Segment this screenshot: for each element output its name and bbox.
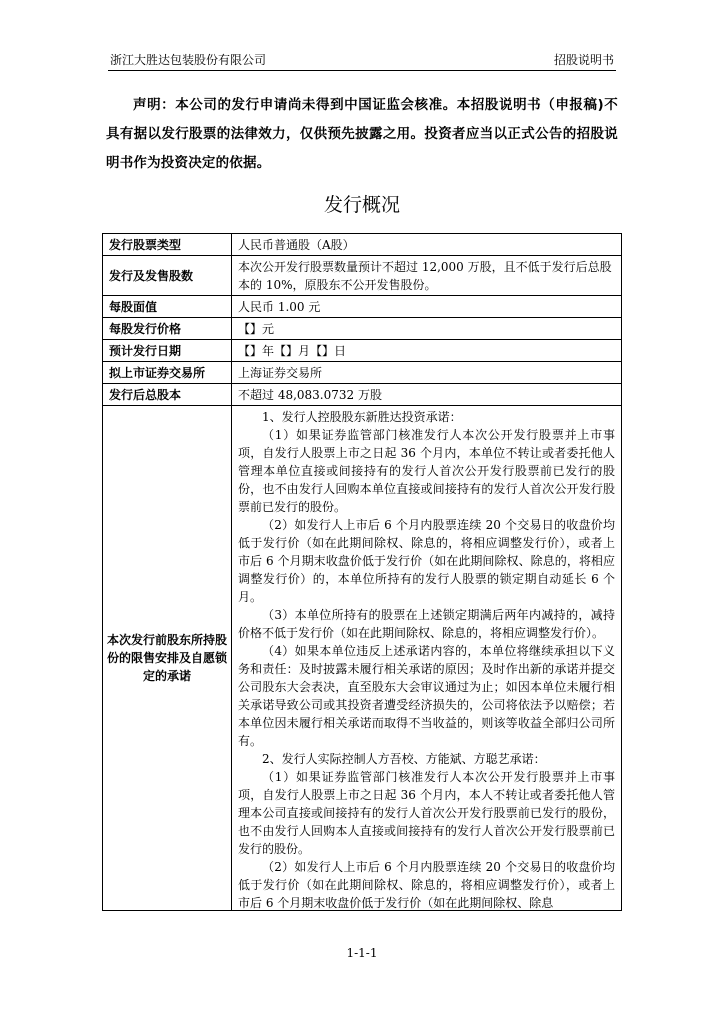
page-header xyxy=(108,52,616,71)
commitment-paragraph: 2、发行人实际控制人方吾校、方能斌、方聪艺承诺： xyxy=(262,752,546,766)
lockup-label: 本次发行前股东所持股份的限售安排及自愿锁定的承诺 xyxy=(103,406,232,911)
table-row xyxy=(103,318,622,340)
table-row xyxy=(103,256,622,296)
declaration-paragraph: 声明：本公司的发行申请尚未得到中国证监会核准。本招股说明书（申报稿)不具有据以发行股票的法律效力，仅供预先披露之用。投资者应当以正式公告的招股说明书作为投资决定的依据。 xyxy=(106,97,618,171)
row-label: 发行股票类型 xyxy=(103,234,232,256)
table-row-lockup xyxy=(103,406,622,911)
row-value: 人民币普通股（A股） xyxy=(232,234,622,256)
table-row xyxy=(103,296,622,318)
commitment-paragraph: （1）如果证券监管部门核准发行人本次公开发行股票并上市事项，自发行人股票上市之日起 36 个月内，本单位不转让或者委托他人管理本单位直接或间接持有的发行人首次公开发行股票前已发行的股份，也不由发行人回购本单位直接或间接持有的发行人首次公开发行股票前已发行的股份。 xyxy=(238,428,615,514)
row-label: 预计发行日期 xyxy=(103,340,232,362)
issuance-overview-table xyxy=(102,233,622,911)
row-value: 本次公开发行股票数量预计不超过 12,000 万股，且不低于发行后总股本的 10%，原股东不公开发售股份。 xyxy=(232,256,622,296)
table-row xyxy=(103,362,622,384)
row-value: 【】元 xyxy=(232,318,622,340)
header-company-name: 浙江大胜达包装股份有限公司 xyxy=(110,53,267,67)
row-label: 发行后总股本 xyxy=(103,384,232,406)
commitment-paragraph: （3）本单位所持有的股票在上述锁定期满后两年内减持的，减持价格不低于发行价（如在此期间除权、除息的，将相应调整发行价）。 xyxy=(238,608,615,640)
commitment-paragraph: （1）如果证券监管部门核准发行人本次公开发行股票并上市事项，自发行人股票上市之日起 36 个月内，本人不转让或者委托他人管理本公司直接或间接持有的发行人首次公开发行股票前已发行的股份，也不由发行人回购本人直接或间接持有的发行人首次公开发行股票前已发行的股份。 xyxy=(238,770,615,856)
lockup-commitments xyxy=(232,406,622,911)
commitment-paragraph: （2）如发行人上市后 6 个月内股票连续 20 个交易日的收盘价均低于发行价（如在此期间除权、除息的，将相应调整发行价），或者上市后 6 个月期末收盘价低于发行价（如在此期间除权、除息 xyxy=(238,860,615,910)
row-value: 人民币 1.00 元 xyxy=(232,296,622,318)
commitment-paragraph: （4）如果本单位违反上述承诺内容的，本单位将继续承担以下义务和责任：及时披露未履行相关承诺的原因；及时作出新的承诺并提交公司股东大会表决，直至股东大会审议通过为止；如因本单位未履行相关承诺导致公司或其投资者遭受经济损失的，公司将依法予以赔偿；若本单位因未履行相关承诺而取得不当收益的，则该等收益全部归公司所有。 xyxy=(238,644,615,748)
page-number: 1-1-1 xyxy=(346,946,378,960)
header-document-type: 招股说明书 xyxy=(553,53,614,67)
commitment-paragraph: （2）如发行人上市后 6 个月内股票连续 20 个交易日的收盘价均低于发行价（如在此期间除权、除息的，将相应调整发行价），或者上市后 6 个月期末收盘价低于发行价（如在此期间除权、除息的，将相应调整发行价）的，本单位所持有的发行人股票的锁定期自动延长 6 个月。 xyxy=(238,518,615,604)
table-row xyxy=(103,384,622,406)
table-row xyxy=(103,340,622,362)
table-row xyxy=(103,234,622,256)
row-label: 拟上市证券交易所 xyxy=(103,362,232,384)
page-title: 发行概况 xyxy=(323,194,400,216)
row-label: 每股面值 xyxy=(103,296,232,318)
row-value: 上海证券交易所 xyxy=(232,362,622,384)
row-label: 发行及发售股数 xyxy=(103,256,232,296)
row-value: 不超过 48,083.0732 万股 xyxy=(232,384,622,406)
row-label: 每股发行价格 xyxy=(103,318,232,340)
row-value: 【】年【】月【】日 xyxy=(232,340,622,362)
commitment-paragraph: 1、发行人控股股东新胜达投资承诺： xyxy=(262,410,462,424)
